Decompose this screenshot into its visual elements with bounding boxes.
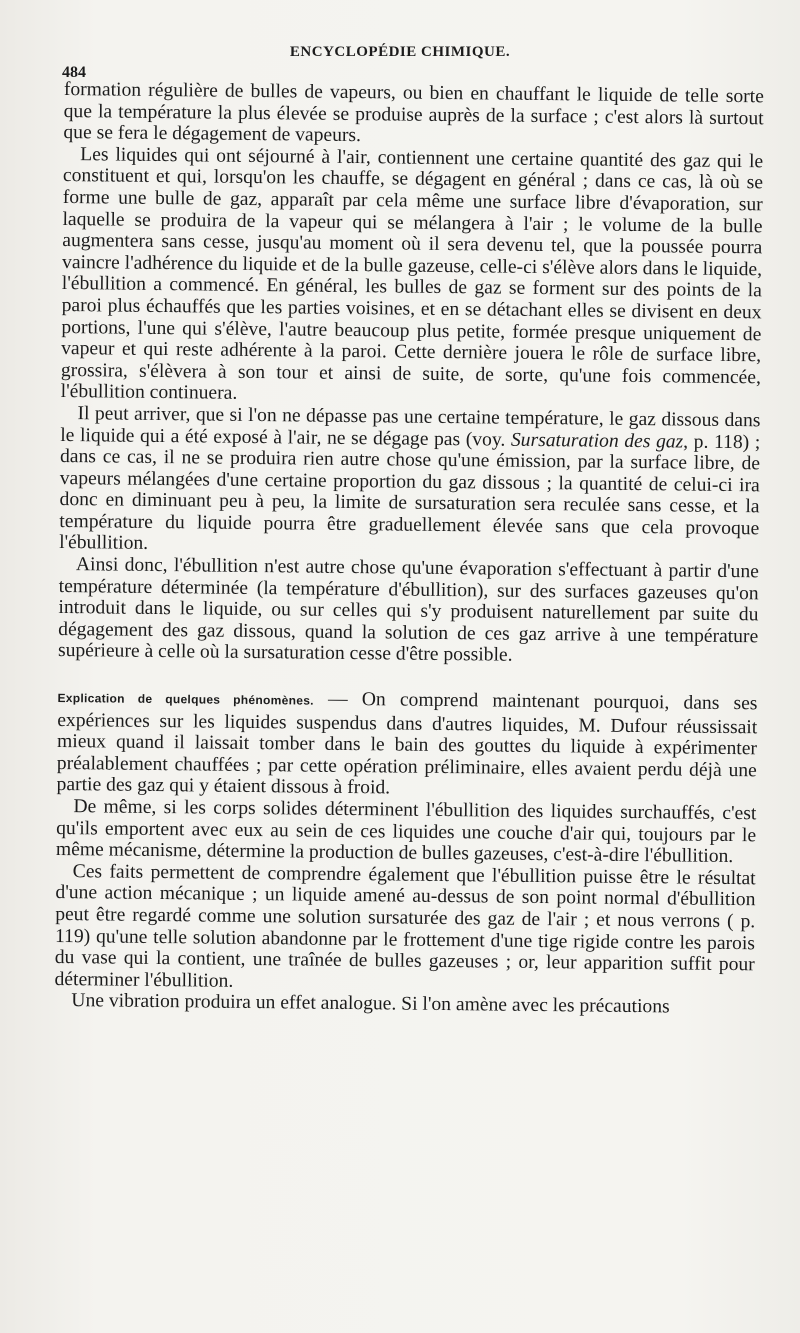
paragraph-3-text-a: Il peut arriver, que si l'on ne dépasse pas une certaine température, le gaz dissous dans le liquide qui a été exposé à l'air, ne se dégage pas (voy. bbox=[60, 403, 761, 451]
page-number: 484 bbox=[62, 64, 86, 81]
paragraph-3 bbox=[59, 403, 761, 561]
paragraph-1: formation régulière de bulles de vapeurs, ou bien en chauffant le liquide de telle sorte que la température la plus élevée se produise auprès de la surface ; c'est alors là surtout que se fera le dégagement de vapeurs. bbox=[63, 79, 764, 147]
paragraph-5 bbox=[56, 686, 757, 803]
body-text bbox=[54, 79, 764, 1019]
running-head: ENCYCLOPÉDIE CHIMIQUE. bbox=[289, 44, 511, 60]
paragraph-2: Les liquides qui ont séjourné à l'air, contiennent une certaine quantité des gaz qui le constituent et qui, lorsqu'on les chauffe, se dégagent en général ; dans ce cas, là où se forme une bulle de gaz, apparaît par cela même une surface libre d'évaporation, sur laquelle se produira de la vapeur qui se mélangera à l'air ; le volume de la bulle augmentera sans cesse, jusqu'au moment où il sera devenu tel, que la poussée pourra vaincre l'adhérence du liquide et de la bulle gazeuse, celle-ci s'élève alors dans le liquide, l'ébullition a commencé. En général, les bulles de gaz se forment sur des points de la paroi plus échauffés que les parties voisines, et en se détachant elles se divisent en deux portions, l'une qui s'élève, l'autre beaucoup plus petite, formée presque uniquement de vapeur et qui reste adhérente à la paroi. Cette dernière jouera le rôle de surface libre, grossira, s'élèvera à son tour et ainsi de suite, de sorte, qu'une fois commencée, l'ébullition continuera. bbox=[60, 143, 764, 405]
paragraph-6: De même, si les corps solides déterminent l'ébullition des liquides surchauffés, c'est qu'ils emportent avec eux au sein de ces liquides une couche d'air qui, toujours par le même mécanisme, détermine la production de bulles gazeuses, c'est-à-dire l'ébullition. bbox=[55, 796, 757, 868]
paragraph-3-text-b: , p. 118) ; dans ce cas, il ne se produira rien autre chose qu'une émission, par la surface libre, de vapeurs mélangées d'une certaine proportion du gaz dissous ; la quantité de celui-ci ira donc en diminuant peu à peu, la limite de sursaturation sera reculée sans cesse, et la température du liquide pourra être graduellement élevée sans que cela provoque l'ébullition. bbox=[59, 431, 761, 555]
paragraph-8: Une vibration produira un effet analogue. Si l'on amène avec les précautions bbox=[71, 990, 670, 1018]
paragraph-3-italic: Sursaturation des gaz bbox=[510, 429, 684, 453]
paragraph-4: Ainsi donc, l'ébullition n'est autre chose qu'une évaporation s'effectuant à partir d'une température déterminée (la température d'ébullition), sur des surfaces gazeuses qu'on introduit dans le liquide, ou sur celles qui s'y produisent naturellement par suite du dégagement des gaz dissous, quand la solution de ces gaz arrive à une température supérieure à celle où la sursaturation cesse d'être possible. bbox=[57, 554, 759, 667]
section-title: Explication de quelques phénomènes. bbox=[57, 690, 314, 708]
paragraph-5-text: — On comprend maintenant pourquoi, dans ses expériences sur les liquides suspendus dans d'autres liquides, M. Dufour réussissait mieux quand il laissait tomber dans le bain des gouttes du liquide à expérimenter préalablement chauffées ; par cette opération préliminaire, elles avaient perdu déjà une partie des gaz qui y étaient dissous à froid. bbox=[56, 688, 758, 799]
paragraph-7: Ces faits permettent de comprendre également que l'ébullition puisse être le résultat d'une action mécanique ; un liquide amené au-dessus de son point normal d'ébullition peut être regardé comme une solution sursaturée des gaz de l'air ; et nous verrons ( p. 119) qu'une telle solution abandonne par le frottement d'une tige rigide contre les parois du vase qui la contient, une traînée de bulles gazeuses ; or, leur apparition suffit pour déterminer l'ébullition. bbox=[54, 860, 756, 992]
